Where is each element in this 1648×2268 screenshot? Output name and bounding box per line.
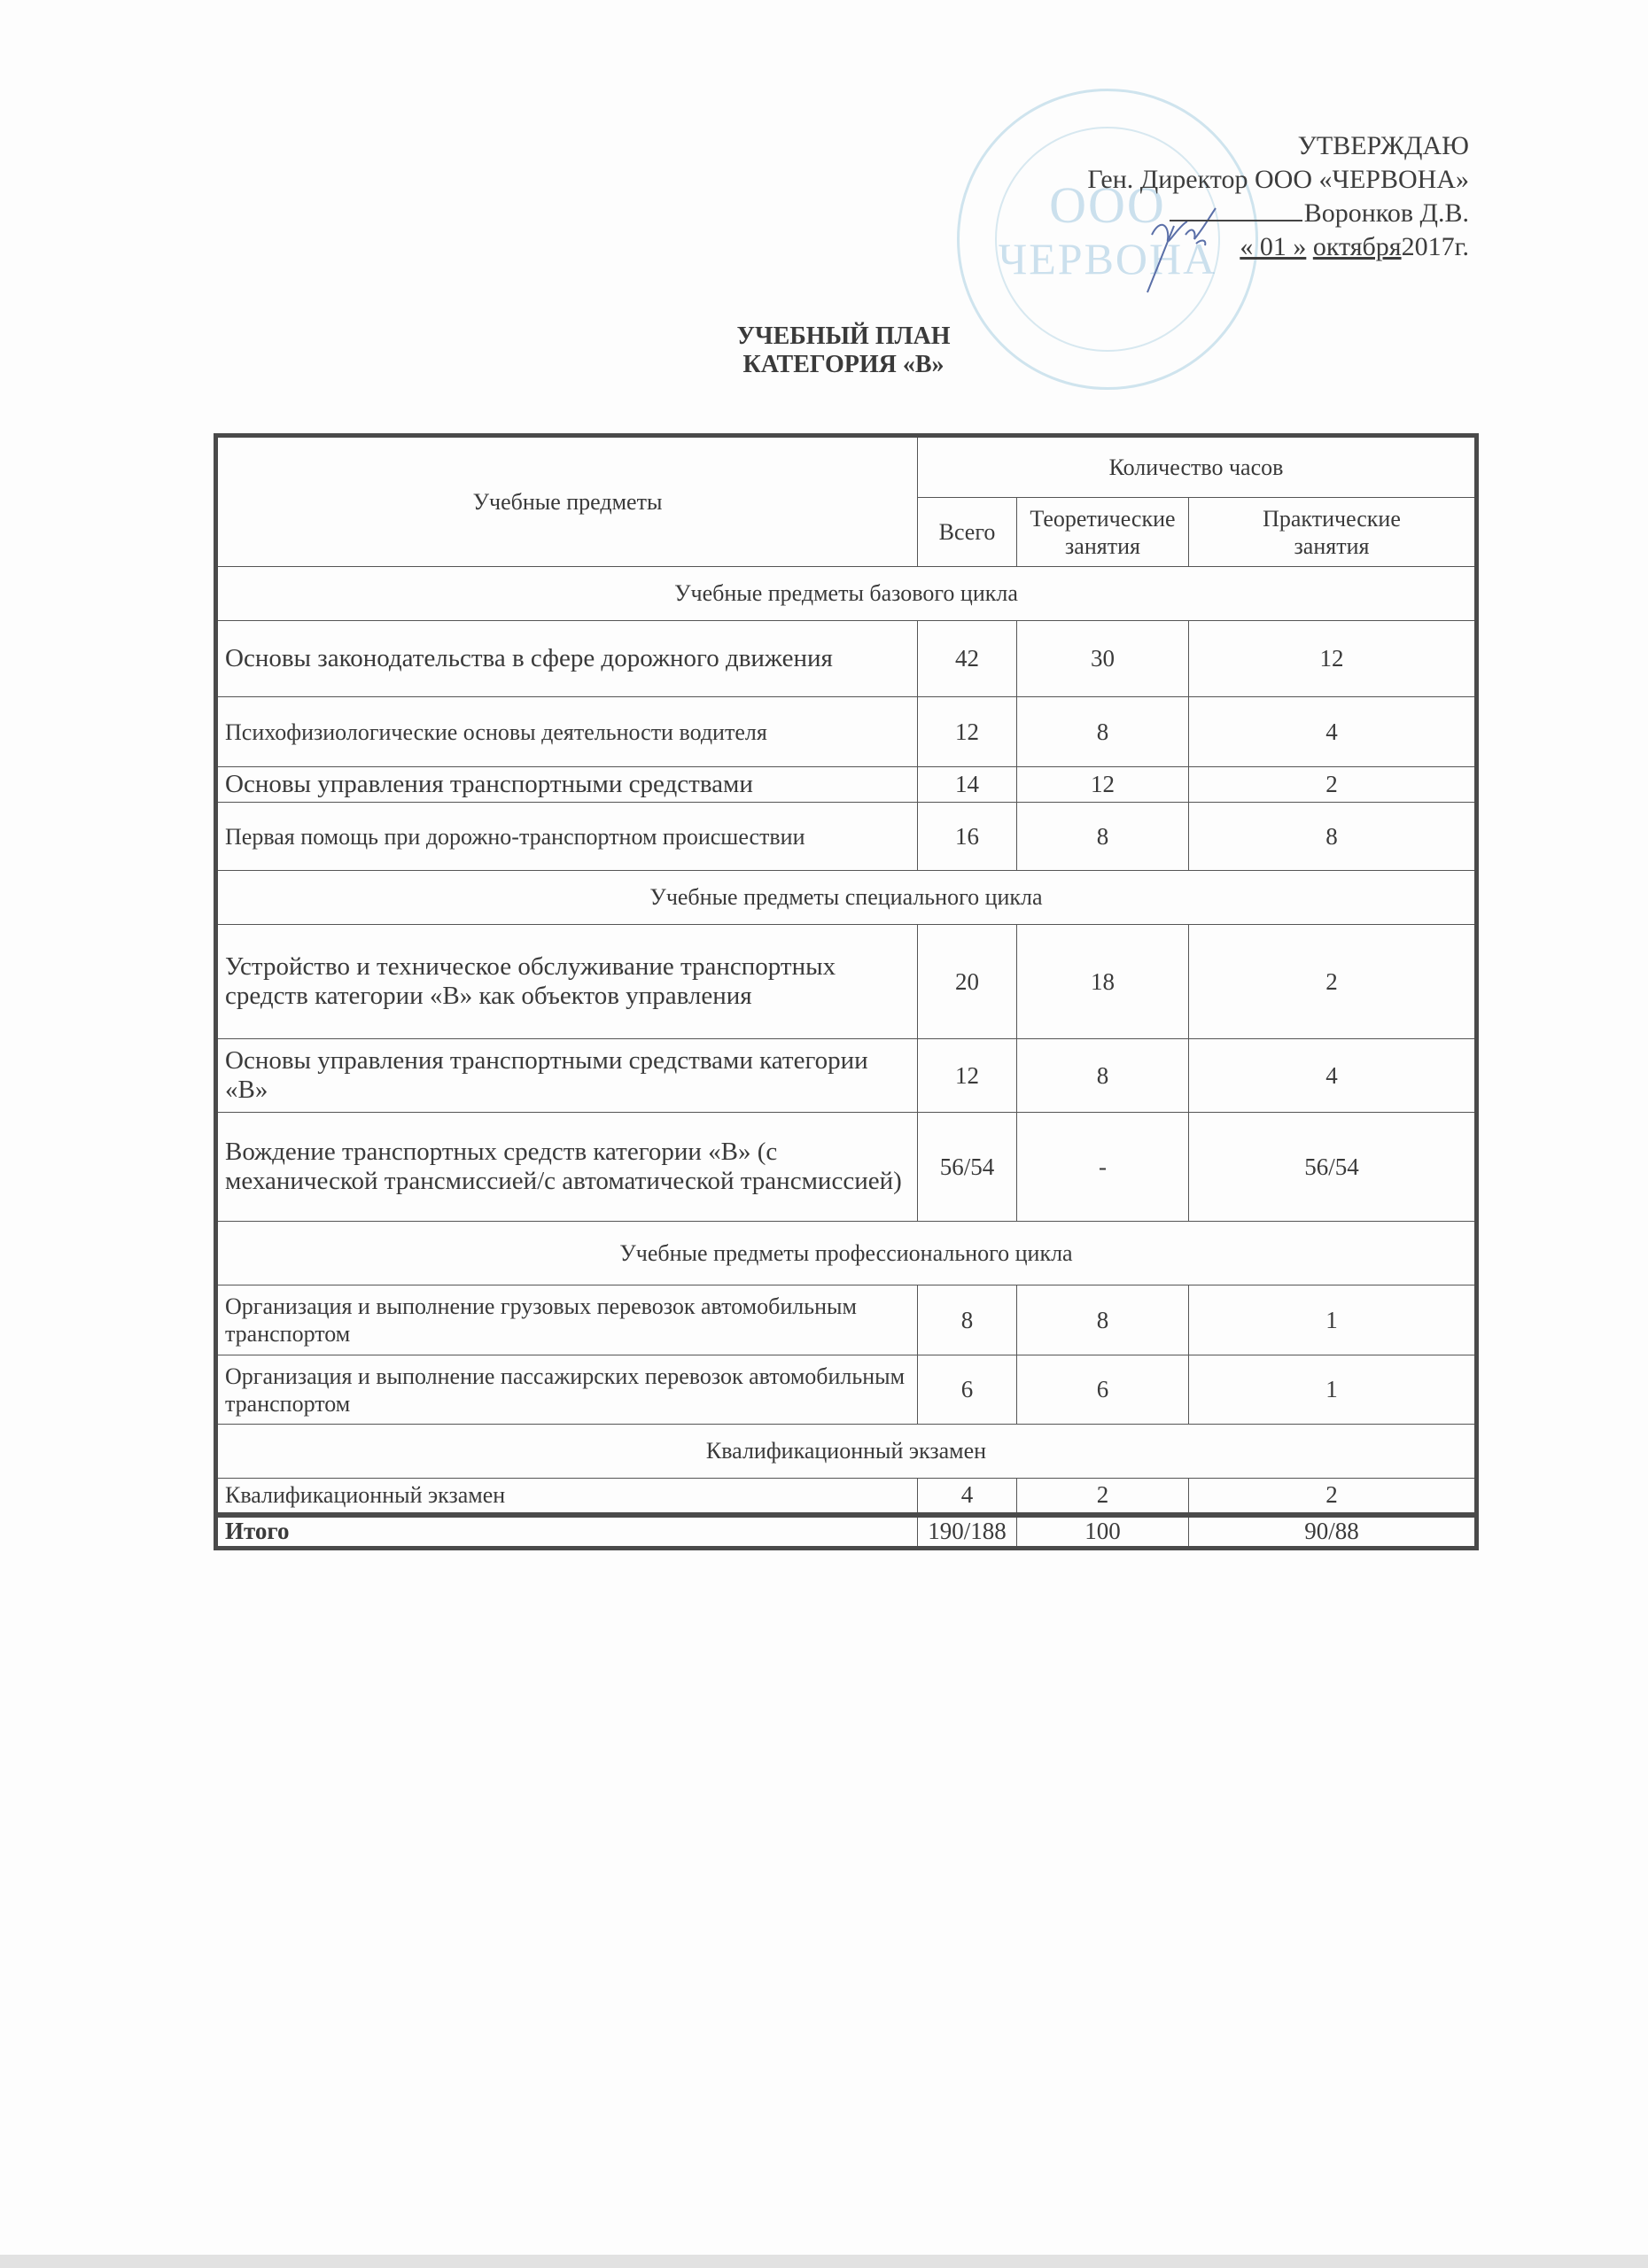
cell-practice: 1 — [1189, 1355, 1477, 1425]
cell-practice: 2 — [1189, 767, 1477, 803]
table-body — [216, 567, 1477, 1549]
cell-theory: 8 — [1017, 697, 1189, 767]
cell-total: 6 — [918, 1355, 1017, 1425]
header-subjects: Учебные предметы — [216, 436, 918, 567]
header-practice-line2: занятия — [1294, 532, 1370, 559]
cell-total: 42 — [918, 621, 1017, 697]
section-title: Учебные предметы специального цикла — [216, 871, 1477, 925]
stamp-text-top: ООО — [1049, 176, 1166, 234]
cell-subject: Организация и выполнение грузовых перевозок автомобильным транспортом — [216, 1285, 918, 1355]
cell-practice: 2 — [1189, 1479, 1477, 1515]
section-row — [216, 1222, 1477, 1285]
cell-theory: 8 — [1017, 803, 1189, 871]
cell-subject: Устройство и техническое обслуживание транспортных средств категории «В» как объектов управления — [216, 925, 918, 1039]
cell-theory: 8 — [1017, 1039, 1189, 1113]
section-row — [216, 871, 1477, 925]
table-row — [216, 767, 1477, 803]
cell-theory: 12 — [1017, 767, 1189, 803]
cell-practice: 4 — [1189, 697, 1477, 767]
total-label: Итого — [216, 1515, 918, 1549]
table-row — [216, 621, 1477, 697]
title-line-2: КАТЕГОРИЯ «В» — [742, 351, 944, 378]
cell-total: 4 — [918, 1479, 1017, 1515]
header-theory — [1017, 498, 1189, 567]
cell-subject: Первая помощь при дорожно-транспортном происшествии — [216, 803, 918, 871]
table-row — [216, 803, 1477, 871]
cell-subject: Основы управления транспортными средствами категории «В» — [216, 1039, 918, 1113]
section-title: Учебные предметы профессионального цикла — [216, 1222, 1477, 1285]
approval-date-day: « 01 » — [1240, 232, 1307, 261]
cell-total: 12 — [918, 1039, 1017, 1113]
approval-date — [1087, 230, 1469, 264]
approval-date-year: 2017г. — [1401, 232, 1469, 261]
cell-total: 12 — [918, 697, 1017, 767]
approval-position: Ген. Директор ООО «ЧЕРВОНА» — [1087, 165, 1469, 194]
header-theory-line1: Теоретические — [1030, 505, 1176, 532]
table-row — [216, 1039, 1477, 1113]
header-theory-line2: занятия — [1065, 532, 1140, 559]
table-row — [216, 1355, 1477, 1425]
cell-subject: Основы управления транспортными средствами — [216, 767, 918, 803]
header-practice — [1189, 498, 1477, 567]
total-practice: 90/88 — [1189, 1515, 1477, 1549]
scan-page-edge — [0, 2255, 1648, 2268]
approval-date-month: октября — [1312, 232, 1402, 261]
cell-theory: - — [1017, 1113, 1189, 1222]
table-row — [216, 697, 1477, 767]
approval-signer-line — [1087, 197, 1469, 230]
cell-subject: Психофизиологические основы деятельности водителя — [216, 697, 918, 767]
section-title: Учебные предметы базового цикла — [216, 567, 1477, 621]
header-total: Всего — [918, 498, 1017, 567]
document-title — [0, 322, 1648, 379]
cell-subject: Организация и выполнение пассажирских перевозок автомобильным транспортом — [216, 1355, 918, 1425]
cell-theory: 18 — [1017, 925, 1189, 1039]
cell-practice: 2 — [1189, 925, 1477, 1039]
cell-total: 56/54 — [918, 1113, 1017, 1222]
section-title: Квалификационный экзамен — [216, 1425, 1477, 1479]
section-row — [216, 567, 1477, 621]
title-line-1: УЧЕБНЫЙ ПЛАН — [736, 322, 951, 350]
curriculum-table — [214, 433, 1479, 1550]
header-practice-line1: Практические — [1263, 505, 1401, 532]
cell-total: 8 — [918, 1285, 1017, 1355]
cell-theory: 8 — [1017, 1285, 1189, 1355]
table-row — [216, 1113, 1477, 1222]
header-hours: Количество часов — [918, 436, 1477, 498]
cell-practice: 1 — [1189, 1285, 1477, 1355]
approval-signer: Воронков Д.В. — [1303, 198, 1469, 228]
section-row — [216, 1425, 1477, 1479]
total-theory: 100 — [1017, 1515, 1189, 1549]
cell-total: 14 — [918, 767, 1017, 803]
table-row — [216, 1479, 1477, 1515]
cell-subject: Квалификационный экзамен — [216, 1479, 918, 1515]
cell-practice: 4 — [1189, 1039, 1477, 1113]
cell-subject: Основы законодательства в сфере дорожного движения — [216, 621, 918, 697]
table-row — [216, 1285, 1477, 1355]
approval-heading: УТВЕРЖДАЮ — [1297, 131, 1469, 160]
cell-practice: 56/54 — [1189, 1113, 1477, 1222]
cell-theory: 2 — [1017, 1479, 1189, 1515]
cell-theory: 30 — [1017, 621, 1189, 697]
signature-line — [1170, 197, 1302, 221]
cell-theory: 6 — [1017, 1355, 1189, 1425]
cell-subject: Вождение транспортных средств категории «В» (с механической трансмиссией/с автоматической трансмиссией) — [216, 1113, 918, 1222]
cell-practice: 12 — [1189, 621, 1477, 697]
cell-practice: 8 — [1189, 803, 1477, 871]
cell-total: 16 — [918, 803, 1017, 871]
stamp-text-bottom: ЧЕРВОНА — [998, 234, 1217, 284]
total-row — [216, 1515, 1477, 1549]
cell-total: 20 — [918, 925, 1017, 1039]
approval-block — [1087, 129, 1469, 264]
table-row — [216, 925, 1477, 1039]
total-total: 190/188 — [918, 1515, 1017, 1549]
